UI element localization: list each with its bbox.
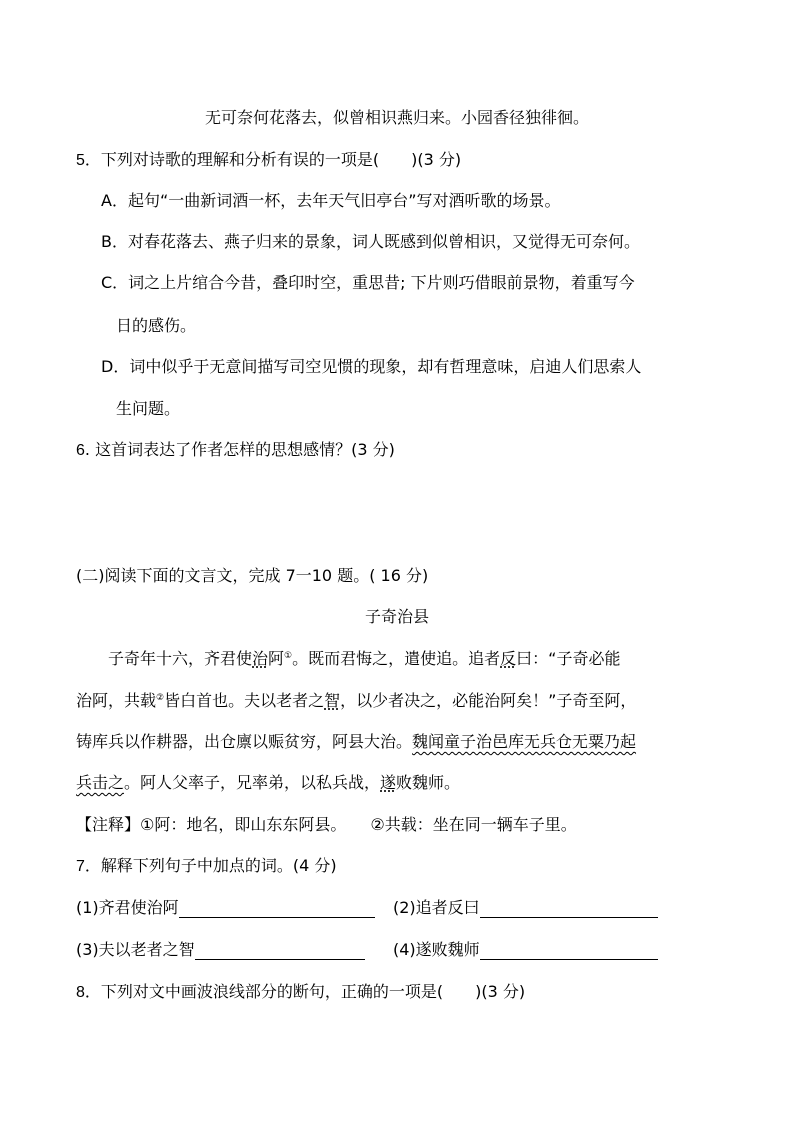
question-6 bbox=[76, 440, 395, 461]
question-number: 8 bbox=[76, 984, 85, 1001]
answer-blank[interactable] bbox=[179, 901, 375, 918]
wavy-underlined-text: 兵击之 bbox=[76, 773, 125, 792]
option-c-continued: 日的感伤。 bbox=[116, 316, 197, 335]
question-8 bbox=[76, 982, 525, 1003]
dotted-word: 遂 bbox=[380, 773, 397, 792]
answer-blank[interactable] bbox=[195, 943, 365, 960]
text-run: 曰：“子奇必能 bbox=[516, 649, 621, 668]
question-stem: . 这首词表达了作者怎样的思想感情？(3 分) bbox=[84, 440, 395, 459]
text-run: 。阿人父率子，兄率弟，以私兵战， bbox=[124, 773, 381, 792]
passage-line-4 bbox=[76, 773, 460, 793]
option-b: B．对春花落去、燕子归来的景象，词人既感到似曾相识，又觉得无可奈何。 bbox=[101, 232, 640, 251]
question-stem: ．下列对文中画波浪线部分的断句，正确的一项是( )(3 分) bbox=[84, 982, 526, 1001]
text-run: 治阿，共载 bbox=[76, 691, 157, 710]
wavy-underlined-text: 魏闻童子治邑库无兵仓无粟乃起 bbox=[412, 732, 637, 751]
text-run: 铸库兵以作耕器，出仓廪以赈贫穷，阿县大治。 bbox=[76, 732, 413, 751]
text-run: 。既而君悔之，遣使追。追者 bbox=[292, 649, 501, 668]
option-d: D．词中似乎于无意间描写司空见惯的现象，却有哲理意味，启迪人们思索人 bbox=[101, 357, 642, 376]
passage-line-2 bbox=[76, 691, 636, 711]
section-heading: (二)阅读下面的文言文，完成 7一10 题。( 16 分) bbox=[76, 566, 429, 585]
text-run: 子奇年十六，齐君使 bbox=[108, 649, 253, 668]
annotation-notes: 【注释】①阿：地名，即山东东阿县。 ②共载：坐在同一辆车子里。 bbox=[76, 815, 577, 834]
question-number: 5 bbox=[76, 152, 85, 169]
footnote-marker: ② bbox=[156, 693, 165, 703]
item-label: (4)遂败魏师 bbox=[393, 940, 480, 959]
question-number: 6 bbox=[76, 442, 85, 459]
passage-line-3 bbox=[76, 732, 636, 752]
option-c: C．词之上片绾合今昔，叠印时空，重思昔; 下片则巧借眼前景物，着重写今 bbox=[101, 273, 635, 292]
dotted-word: 治 bbox=[252, 649, 269, 668]
item-label: (1)齐君使治阿 bbox=[76, 898, 179, 917]
question-stem: ．解释下列句子中加点的词。(4 分) bbox=[84, 856, 337, 875]
text-run: ，以少者决之，必能治阿矣！”子奇至阿， bbox=[340, 691, 637, 710]
question-7 bbox=[76, 856, 337, 877]
dotted-word: 反 bbox=[500, 649, 517, 668]
poem-last-line: 无可奈何花落去，似曾相识燕归来。小园香径独徘徊。 bbox=[204, 108, 589, 127]
text-run: 阿 bbox=[268, 649, 285, 668]
footnote-marker: ① bbox=[284, 651, 293, 661]
q7-item-3 bbox=[76, 940, 365, 960]
item-label: (3)夫以老者之智 bbox=[76, 940, 195, 959]
dotted-word: 智 bbox=[324, 691, 341, 710]
option-d-continued: 生问题。 bbox=[116, 399, 181, 418]
question-5 bbox=[76, 150, 461, 171]
q7-item-1 bbox=[76, 898, 375, 918]
q7-item-2 bbox=[393, 898, 658, 918]
passage-title: 子奇治县 bbox=[364, 607, 429, 626]
text-run: 败魏师。 bbox=[396, 773, 461, 792]
answer-blank[interactable] bbox=[480, 943, 658, 960]
answer-blank[interactable] bbox=[480, 901, 658, 918]
item-label: (2)追者反曰 bbox=[393, 898, 480, 917]
option-a: A．起句“一曲新词酒一杯，去年天气旧亭台”写对酒听歌的场景。 bbox=[101, 191, 561, 210]
question-number: 7 bbox=[76, 858, 85, 875]
passage-line-1 bbox=[108, 649, 620, 669]
question-stem: ．下列对诗歌的理解和分析有误的一项是( )(3 分) bbox=[84, 150, 462, 169]
q7-item-4 bbox=[393, 940, 658, 960]
text-run: 皆白首也。夫以老者之 bbox=[164, 691, 325, 710]
